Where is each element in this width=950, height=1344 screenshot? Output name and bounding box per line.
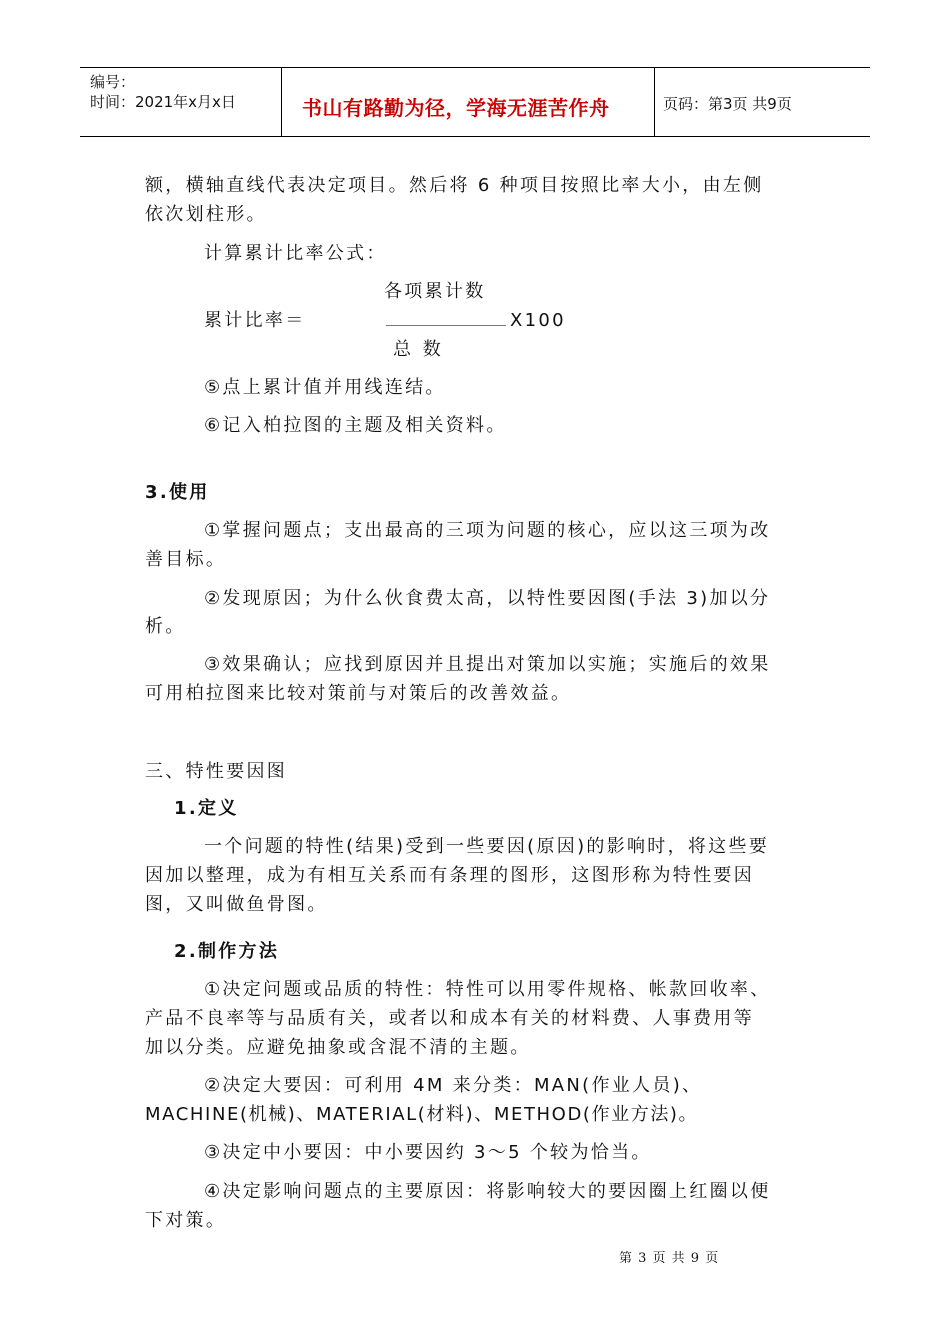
- step-item: ⑤点上累计值并用线连结。: [204, 377, 446, 398]
- paragraph-line: 依次划柱形。: [145, 204, 267, 225]
- paragraph-line: 额，横轴直线代表决定项目。然后将 6 种项目按照比率大小，由左侧: [145, 175, 764, 196]
- formula-denominator: 总 数: [393, 339, 444, 360]
- paragraph-line: 可用柏拉图来比较对策前与对策后的改善效益。: [145, 683, 572, 704]
- document-date-label: 时间：2021年x月x日: [90, 93, 236, 111]
- header-page-info: 页码：第3页 共9页: [663, 95, 792, 113]
- paragraph-line: 下对策。: [145, 1210, 227, 1231]
- formula-intro: 计算累计比率公式：: [204, 243, 387, 264]
- step-item: ⑥记入柏拉图的主题及相关资料。: [204, 415, 507, 436]
- part-heading: 三、特性要因图: [145, 761, 288, 782]
- paragraph-line: ①掌握问题点；支出最高的三项为问题的核心，应以这三项为改: [204, 520, 771, 541]
- formula-numerator: 各项累计数: [384, 281, 486, 302]
- page-header: [80, 67, 870, 137]
- paragraph-line: 一个问题的特性(结果)受到一些要因(原因)的影响时，将这些要: [204, 836, 770, 857]
- paragraph-line: 善目标。: [145, 549, 227, 570]
- paragraph-line: ②发现原因；为什么伙食费太高，以特性要因图(手法 3)加以分: [204, 588, 771, 609]
- paragraph-line: 因加以整理，成为有相互关系而有条理的图形，这图形称为特性要因: [145, 865, 754, 886]
- page-footer-number: 第 3 页 共 9 页: [619, 1251, 720, 1266]
- paragraph-line: ③决定中小要因：中小要因约 3～5 个较为恰当。: [204, 1142, 652, 1163]
- section-heading: 2.制作方法: [174, 941, 280, 962]
- section-heading: 1.定义: [174, 798, 239, 819]
- header-meta-cell: [80, 68, 280, 136]
- paragraph-line: 析。: [145, 616, 186, 637]
- formula-multiplier: X100: [510, 310, 566, 331]
- paragraph-line: ③效果确认；应找到原因并且提出对策加以实施；实施后的效果: [204, 654, 771, 675]
- header-motto: 书山有路勤为径，学海无涯苦作舟: [302, 96, 610, 120]
- paragraph-line: 产品不良率等与品质有关，或者以和成本有关的材料费、人事费用等: [145, 1008, 754, 1029]
- formula-fraction-line: [386, 325, 506, 326]
- document-number-label: 编号：: [90, 73, 136, 91]
- paragraph-line: ④决定影响问题点的主要原因：将影响较大的要因圈上红圈以便: [204, 1181, 771, 1202]
- paragraph-line: ②决定大要因：可利用 4M 来分类：MAN(作业人员)、: [204, 1075, 703, 1096]
- paragraph-line: 加以分类。应避免抽象或含混不清的主题。: [145, 1037, 531, 1058]
- paragraph-line: 图，又叫做鱼骨图。: [145, 894, 328, 915]
- formula-lhs: 累计比率＝: [204, 310, 306, 331]
- header-page-cell: [655, 68, 870, 136]
- paragraph-line: ①决定问题或品质的特性：特性可以用零件规格、帐款回收率、: [204, 979, 771, 1000]
- paragraph-line: MACHINE(机械)、MATERIAL(材料)、METHOD(作业方法)。: [145, 1104, 699, 1125]
- header-motto-cell: [281, 68, 655, 136]
- section-heading: 3.使用: [145, 482, 210, 503]
